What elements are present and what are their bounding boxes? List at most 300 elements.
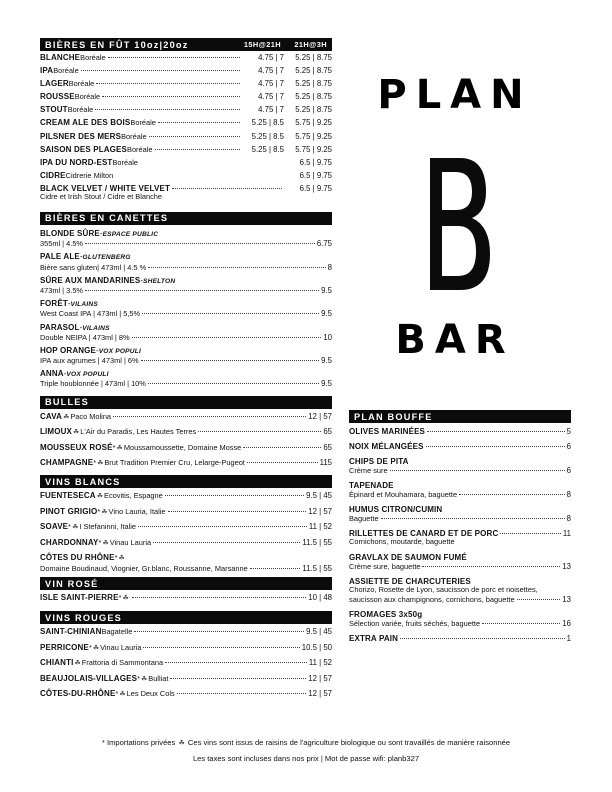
- food-row: [349, 634, 571, 643]
- leaf-icon: ☘: [63, 413, 70, 421]
- food-price: 16: [562, 619, 571, 629]
- leaf-icon: ☘: [101, 508, 108, 516]
- leader-dots: [170, 678, 306, 679]
- footer-info: Les taxes sont incluses dans nos prix | Mot de passe wifi: planb327: [192, 754, 420, 763]
- leaf-icon: ☘: [178, 740, 185, 747]
- rouges-header: [40, 611, 332, 624]
- food-name: EXTRA PAIN: [349, 634, 399, 643]
- draft-item: [40, 92, 332, 105]
- can-detail-row: [40, 263, 332, 272]
- blancs-row: [40, 553, 332, 563]
- leader-dots: [148, 267, 326, 268]
- rouges-row: [40, 627, 332, 636]
- leader-dots: [85, 290, 319, 291]
- draft-item: [40, 79, 332, 92]
- can-brewery: ESPACE PUBLIC: [102, 230, 159, 238]
- can-detail-row: [40, 309, 332, 318]
- bulles-header: [40, 396, 332, 409]
- rouges-row: [40, 658, 332, 668]
- private-import-mark: *: [68, 522, 72, 532]
- can-brewery: VOX POPULI: [98, 347, 142, 355]
- draft-name: STOUT: [40, 105, 68, 115]
- draft-name: IPA: [40, 66, 54, 76]
- blancs-row: [40, 491, 332, 501]
- draft-brand: Boréale: [67, 105, 94, 115]
- leader-dots: [153, 542, 300, 543]
- blancs-producer: Vino Lauria, Italie: [108, 506, 166, 516]
- food-row: [349, 457, 571, 466]
- private-import-mark: *: [97, 506, 101, 516]
- draft-price-late: 6.5 | 9.75: [299, 157, 332, 167]
- rouges-row: [40, 689, 332, 699]
- leader-dots: [427, 431, 565, 432]
- can-row: HOP ORANGE - VOX POPULI: [40, 345, 142, 355]
- draft-price-late: 6.5 | 9.75: [299, 183, 332, 193]
- draft-name: CIDRE: [40, 170, 66, 180]
- cans-title: BIÈRES EN CANETTES: [45, 213, 169, 224]
- rose-title: VIN ROSÉ: [45, 578, 99, 589]
- can-name: FORÊT: [40, 299, 68, 309]
- blancs-producer: Ecovitis, Espagne: [104, 491, 163, 501]
- can-item: [40, 229, 332, 252]
- food-column: [349, 410, 571, 649]
- leader-dots: [148, 383, 319, 384]
- food-item: [349, 577, 571, 610]
- draft-price-early: 4.75 | 7: [258, 53, 284, 62]
- food-price: 1: [566, 634, 571, 643]
- draft-row: [40, 66, 332, 75]
- private-import-mark: *: [93, 458, 97, 468]
- blancs-header: [40, 475, 332, 488]
- rouges-price: 12 | 57: [308, 689, 332, 699]
- can-detail-row: [40, 356, 332, 365]
- can-desc: IPA aux agrumes | 473ml | 6%: [40, 356, 139, 366]
- rouges-producer: Vinau Lauria: [100, 642, 142, 652]
- draft-price-early: 4.75 | 7: [258, 66, 284, 76]
- leader-dots: [149, 136, 240, 137]
- food-desc: Cornichons, moutarde, baguette: [349, 537, 455, 547]
- draft-price-early: 4.75 | 7: [258, 105, 284, 115]
- food-desc: Crème sure, baguette: [349, 562, 421, 572]
- food-desc: Épinard et Mouhamara, baguette: [349, 490, 458, 500]
- leader-dots: [165, 662, 307, 663]
- can-row: PARASOL - VILAINS: [40, 322, 110, 332]
- food-item: [349, 442, 571, 457]
- bulles-price: 12 | 57: [308, 411, 332, 421]
- private-import-mark: *: [114, 553, 118, 563]
- bulles-title: BULLES: [45, 397, 89, 408]
- draft-name: LAGER: [40, 79, 69, 89]
- footer-imports: * Importations privées: [101, 738, 176, 747]
- rouges-price: 9.5 | 45: [306, 627, 332, 637]
- leader-dots: [381, 518, 565, 519]
- leader-dots: [158, 122, 240, 123]
- rouges-producer: Bulliat: [148, 673, 169, 683]
- leader-dots: [482, 623, 560, 624]
- bulles-row: [40, 427, 332, 437]
- leader-dots: [390, 470, 565, 471]
- private-import-mark: *: [115, 689, 119, 699]
- blancs-item: [40, 522, 332, 538]
- draft-brand: Boréale: [127, 144, 153, 154]
- can-price: 8: [327, 262, 332, 272]
- can-name: HOP ORANGE: [40, 345, 97, 355]
- food-name: RILLETTES DE CANARD ET DE PORC: [349, 529, 499, 538]
- draft-row: [40, 145, 332, 154]
- draft-price-early: 5.25 | 8.5: [251, 118, 284, 128]
- blancs-row: [40, 538, 332, 548]
- food-price: 6: [566, 442, 571, 451]
- rouges-price: 10.5 | 50: [301, 642, 332, 652]
- rouges-price: 12 | 57: [308, 673, 332, 683]
- bulles-item: [40, 412, 332, 428]
- draft-name: IPA DU NORD-EST: [40, 157, 113, 167]
- cans-header: [40, 212, 332, 225]
- food-price: 13: [562, 562, 571, 572]
- private-import-mark: *: [98, 537, 102, 547]
- food-desc: Sélection variée, fruits séchés, baguette: [349, 619, 481, 629]
- leaf-icon: ☘: [72, 524, 79, 532]
- leaf-icon: ☘: [122, 595, 129, 603]
- leader-dots: [177, 693, 307, 694]
- food-row: [349, 553, 571, 562]
- private-import-mark: *: [88, 642, 92, 652]
- draft-price-late: 5.25 | 8.75: [295, 66, 332, 76]
- food-item: [349, 457, 571, 481]
- food-desc-2: saucisson aux champignons, cornichons, baguette: [349, 594, 515, 604]
- draft-name: CREAM ALE DES BOIS: [40, 118, 131, 128]
- bulles-price: 115: [319, 458, 332, 468]
- leader-dots: [247, 462, 318, 463]
- draft-price-early: 4.75 | 7: [258, 79, 284, 89]
- logo-b-lower-counter: [442, 226, 476, 276]
- food-name: HUMUS CITRON/CUMIN: [349, 505, 443, 514]
- bulles-list: [40, 409, 332, 474]
- food-detail-row: [349, 562, 571, 571]
- draft-row: [40, 105, 332, 114]
- draft-price-late: 6.5 | 9.75: [299, 170, 332, 180]
- draft-item: [40, 53, 332, 66]
- leader-dots: [517, 599, 561, 600]
- food-row: [349, 427, 571, 436]
- bulles-item: [40, 443, 332, 459]
- leader-dots: [155, 149, 241, 150]
- draft-col1: 15H@21H: [243, 40, 281, 49]
- food-detail-row: [349, 514, 571, 523]
- logo-bottom: BAR: [395, 317, 515, 363]
- draft-price-early: 5.25 | 8.5: [251, 144, 284, 154]
- food-detail-row: [349, 595, 571, 604]
- bulles-producer: Paco Molina: [70, 411, 112, 421]
- can-price: 9.5: [321, 356, 332, 366]
- can-name: BLONDE SÛRE: [40, 228, 100, 238]
- rouges-producer: Les Deux Cols: [126, 689, 175, 699]
- can-desc: 355ml | 4.5%: [40, 239, 84, 249]
- bulles-producer: Moussamoussette, Domaine Mosse: [123, 442, 242, 452]
- draft-item: [40, 105, 332, 118]
- food-desc: Crème sure: [349, 466, 388, 476]
- rouges-name: CÔTES-DU-RHÔNE: [40, 689, 116, 699]
- can-desc: 473ml | 3.5%: [40, 285, 84, 295]
- draft-price-late: 5.25 | 8.75: [295, 79, 332, 89]
- can-name: PARASOL: [40, 322, 80, 332]
- can-price: 10: [323, 332, 332, 342]
- leader-dots: [138, 526, 307, 527]
- draft-item: [40, 184, 332, 206]
- leader-dots: [250, 568, 301, 569]
- draft-item: [40, 171, 332, 184]
- leader-dots: [165, 495, 304, 496]
- can-row: BLONDE SÛRE - ESPACE PUBLIC: [40, 228, 159, 238]
- can-row: ANNA - VOX POPULI: [40, 369, 109, 379]
- food-detail-row: [349, 466, 571, 475]
- blancs-producer: I Stefaninni, Italie: [79, 522, 137, 532]
- logo-b-upper-counter: [442, 172, 472, 210]
- leader-dots: [132, 337, 322, 338]
- logo-middle: B: [390, 70, 391, 71]
- food-desc: Baguette: [349, 514, 379, 524]
- can-item: [40, 346, 332, 369]
- food-header: [349, 410, 571, 423]
- can-brewery: SHELTON: [143, 277, 176, 285]
- bulles-price: 65: [323, 427, 332, 437]
- leaf-icon: ☘: [102, 539, 109, 547]
- rouges-item: [40, 627, 332, 643]
- draft-name: BLANCHE: [40, 53, 81, 62]
- rouges-name: BEAUJOLAIS-VILLAGES: [40, 673, 138, 683]
- bulles-producer: Brut Tradition Premier Cru, Lelarge-Pugeot: [104, 458, 245, 468]
- rouges-name: SAINT-CHINIAN: [40, 627, 102, 637]
- leader-dots: [422, 566, 560, 567]
- can-name: PALE ALE: [40, 252, 80, 262]
- leaf-icon: ☘: [118, 555, 125, 563]
- draft-price-early: 5.25 | 8.5: [251, 131, 284, 141]
- draft-name: SAISON DES PLAGES: [40, 144, 128, 154]
- food-name: OLIVES MARINÉES: [349, 427, 426, 436]
- food-name: CHIPS DE PITA: [349, 457, 409, 466]
- can-item: [40, 323, 332, 346]
- leader-dots: [142, 313, 319, 314]
- leader-dots: [172, 188, 282, 189]
- blancs-row: [40, 507, 332, 517]
- private-import-mark: *: [118, 593, 122, 603]
- blancs-price: 12 | 57: [308, 506, 332, 516]
- draft-row: [40, 118, 332, 127]
- draft-title: BIÈRES EN FÛT 10oz|20oz: [45, 39, 189, 50]
- food-item: [349, 610, 571, 634]
- leader-dots: [198, 431, 321, 432]
- leader-dots: [113, 416, 306, 417]
- draft-item: [40, 132, 332, 145]
- draft-row: [40, 158, 332, 167]
- draft-price-late: 5.75 | 9.25: [295, 144, 332, 154]
- draft-row: [40, 53, 332, 62]
- can-detail-row: [40, 333, 332, 342]
- bulles-name: LIMOUX: [40, 427, 73, 437]
- blancs-price: 11.5 | 55: [302, 537, 332, 547]
- leaf-icon: ☘: [92, 644, 100, 652]
- can-brewery: VOX POPULI: [66, 371, 109, 379]
- leader-dots: [132, 597, 307, 598]
- food-item: [349, 529, 571, 553]
- draft-price-late: 5.25 | 8.75: [295, 105, 332, 115]
- draft-brand: Boréale: [130, 118, 156, 128]
- rouges-list: [40, 624, 332, 705]
- leader-dots: [500, 533, 561, 534]
- rouges-name: PERRICONE: [40, 642, 89, 652]
- rose-item: [40, 593, 332, 609]
- food-name: FROMAGES 3x50g: [349, 610, 423, 619]
- leader-dots: [168, 511, 307, 512]
- food-price: 11: [562, 529, 571, 538]
- can-price: 9.5: [321, 379, 332, 389]
- leader-dots: [96, 83, 240, 84]
- bulles-price: 65: [323, 442, 332, 452]
- can-item: [40, 252, 332, 275]
- draft-price-late: 5.25 | 8.75: [295, 92, 332, 102]
- draft-brand: Boréale: [74, 92, 101, 102]
- blancs-item: [40, 491, 332, 507]
- leader-dots: [102, 96, 240, 97]
- can-detail-row: [40, 379, 332, 388]
- rose-row: [40, 593, 332, 603]
- food-name: TAPENADE: [349, 481, 394, 490]
- can-price: 9.5: [321, 285, 332, 295]
- leader-dots: [108, 57, 240, 58]
- can-name: ANNA: [40, 369, 64, 379]
- can-item: [40, 299, 332, 322]
- bulles-row: [40, 443, 332, 453]
- rouges-item: [40, 643, 332, 659]
- blancs-name: CÔTES DU RHÔNE: [40, 553, 115, 563]
- food-list: [349, 423, 571, 649]
- rouges-item: [40, 658, 332, 674]
- blancs-producer: Vinau Lauria: [109, 537, 152, 547]
- leader-dots: [134, 631, 304, 632]
- food-row: [349, 505, 571, 514]
- can-desc: Bière sans gluten| 473ml | 4.5 %: [40, 262, 147, 272]
- rouges-item: [40, 689, 332, 705]
- food-row: [349, 442, 571, 451]
- footer-legend: [0, 738, 612, 747]
- can-detail-row: [40, 286, 332, 295]
- draft-brand: Boréale: [68, 79, 95, 89]
- can-price: 9.5: [321, 309, 332, 319]
- logo-top: PLAN: [377, 72, 533, 118]
- blancs-title: VINS BLANCS: [45, 476, 121, 487]
- draft-price-late: 5.75 | 9.25: [295, 118, 332, 128]
- can-brewery: VILAINS: [70, 301, 98, 309]
- food-item: [349, 634, 571, 649]
- blancs-item: [40, 553, 332, 574]
- draft-row: [40, 132, 332, 141]
- leaf-icon: ☘: [119, 691, 126, 699]
- draft-name: BLACK VELVET / WHITE VELVET: [40, 183, 170, 193]
- plan-b-bar-logo: [377, 70, 533, 363]
- food-name: ASSIETTE DE CHARCUTERIES: [349, 577, 471, 586]
- draft-desc: Cidre et Irish Stout / Cidre et Blanche: [40, 192, 163, 202]
- draft-brand: Boréale: [80, 53, 106, 62]
- food-row: [349, 610, 571, 619]
- rouges-item: [40, 674, 332, 690]
- can-price: 6.75: [316, 239, 332, 249]
- blancs-price: 11.5 | 55: [302, 563, 332, 573]
- can-brewery: GLUTENBERG: [82, 254, 131, 262]
- can-item: [40, 369, 332, 392]
- draft-item: [40, 158, 332, 171]
- leader-dots: [243, 447, 321, 448]
- bulles-name: CHAMPAGNE: [40, 458, 94, 468]
- bulles-row: [40, 458, 332, 468]
- leader-dots: [459, 494, 565, 495]
- food-price: 8: [566, 490, 571, 500]
- bulles-row: [40, 412, 332, 422]
- food-item: [349, 553, 571, 577]
- food-desc: Chorizo, Rosette de Lyon, saucisson de porc et noisettes,: [349, 585, 538, 595]
- can-row: PALE ALE - GLUTENBERG: [40, 252, 131, 262]
- draft-row: [40, 171, 332, 180]
- food-detail-row: [349, 490, 571, 499]
- food-price: 13: [562, 594, 571, 604]
- draft-price-early: 4.75 | 7: [258, 92, 284, 102]
- can-row: FORÊT - VILAINS: [40, 299, 98, 309]
- draft-brand: Boréale: [112, 157, 138, 167]
- rouges-producer: Frattoria di Sammontana: [81, 658, 164, 668]
- drinks-column: [40, 38, 332, 705]
- draft-header: [40, 38, 332, 51]
- draft-brand: Cidrerie Milton: [65, 170, 114, 180]
- draft-row: [40, 92, 332, 101]
- leaf-icon: ☘: [74, 660, 81, 668]
- draft-brand: Boréale: [121, 131, 147, 141]
- food-detail-row: [349, 619, 571, 628]
- rouges-price: 11 | 52: [308, 658, 332, 668]
- rouges-producer: Bagatelle: [101, 627, 133, 637]
- bulles-item: [40, 427, 332, 443]
- leader-dots: [141, 360, 320, 361]
- rose-name: ISLE SAINT-PIERRE: [40, 593, 119, 603]
- food-name: NOIX MÉLANGÉES: [349, 442, 424, 451]
- draft-row: [40, 79, 332, 88]
- can-row: SÛRE AUX MANDARINES - SHELTON: [40, 275, 176, 285]
- bulles-producer: L'Air du Paradis, Les Hautes Terres: [80, 427, 197, 437]
- draft-brand: Boréale: [53, 66, 79, 76]
- blancs-row: [40, 522, 332, 532]
- rouges-row: [40, 674, 332, 684]
- blancs-price: 9.5 | 45: [306, 491, 332, 501]
- draft-name: ROUSSE: [40, 92, 75, 102]
- rose-header: [40, 577, 332, 590]
- draft-col2: 21H@3H: [294, 40, 327, 49]
- can-detail-row: [40, 239, 332, 248]
- leader-dots: [81, 70, 240, 71]
- leader-dots: [426, 446, 565, 447]
- food-item: [349, 481, 571, 505]
- can-desc: Triple houblonnée | 473ml | 10%: [40, 379, 146, 389]
- food-title: PLAN BOUFFE: [354, 411, 433, 422]
- blancs-price: 11 | 52: [308, 522, 332, 532]
- rouges-row: [40, 643, 332, 653]
- blancs-name: PINOT GRIGIO: [40, 506, 98, 516]
- blancs-name: SOAVE: [40, 522, 69, 532]
- blancs-desc: Domaine Boudinaud, Viognier, Gr.blanc, Roussanne, Marsanne: [40, 563, 248, 573]
- leader-dots: [85, 243, 315, 244]
- draft-price-late: 5.75 | 9.25: [295, 131, 332, 141]
- draft-item: [40, 118, 332, 131]
- blancs-name: CHARDONNAY: [40, 537, 99, 547]
- draft-price-late: 5.25 | 8.75: [295, 53, 332, 62]
- bulles-name: MOUSSEUX ROSÉ: [40, 442, 113, 452]
